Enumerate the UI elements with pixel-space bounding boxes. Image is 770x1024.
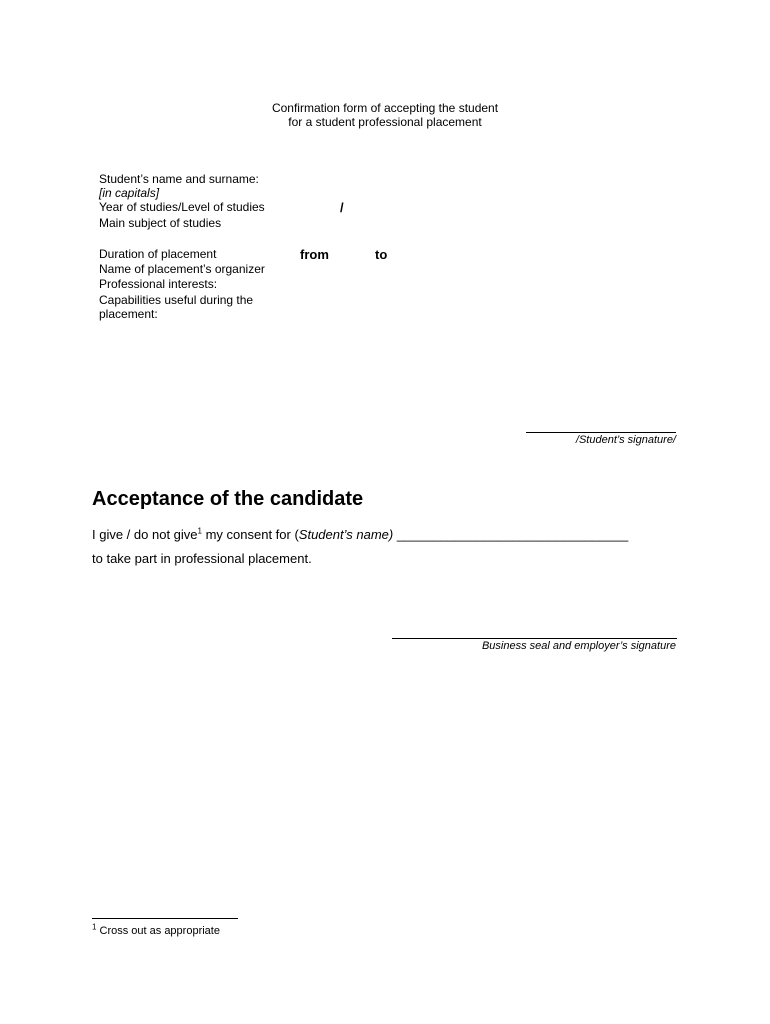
acceptance-heading: Acceptance of the candidate: [92, 488, 364, 510]
duration-to-label: to: [375, 247, 388, 262]
footnote: [92, 922, 220, 937]
student-signature-caption: /Student’s signature/: [575, 434, 676, 446]
student-name-label: Student’s name and surname:: [99, 172, 259, 186]
interests-label: Professional interests:: [99, 277, 218, 291]
footnote-text: Cross out as appropriate: [99, 925, 220, 937]
main-subject-label: Main subject of studies: [99, 216, 222, 230]
footnote-mark: 1: [92, 922, 97, 932]
capabilities-label: Capabilities useful during the: [99, 293, 254, 307]
duration-from-label: from: [300, 247, 329, 262]
footnote-reference: 1: [197, 526, 202, 536]
form-title-line-2: for a student professional placement: [288, 115, 482, 129]
consent-prefix: I give / do not give: [92, 527, 198, 542]
consent-statement: [92, 527, 628, 542]
year-level-separator: /: [340, 200, 344, 215]
student-signature-line: [526, 432, 676, 433]
footnote-separator: [92, 918, 238, 919]
form-title-line-1: Confirmation form of accepting the student: [271, 101, 499, 115]
student-name-placeholder: Student’s name): [298, 527, 394, 542]
year-of-studies-label: Year of studies/Level of studies: [99, 200, 265, 214]
student-name-blank: ________________________________: [393, 527, 629, 542]
organizer-label: Name of placement’s organizer: [99, 262, 265, 276]
capabilities-label-continued: placement:: [99, 307, 158, 321]
consent-continuation: to take part in professional placement.: [92, 551, 312, 566]
employer-signature-line: [392, 638, 677, 639]
consent-mid: my consent for (: [201, 527, 299, 542]
employer-signature-caption: Business seal and employer’s signature: [481, 640, 676, 652]
duration-label: Duration of placement: [99, 247, 217, 261]
student-name-hint: [in capitals]: [99, 186, 160, 200]
